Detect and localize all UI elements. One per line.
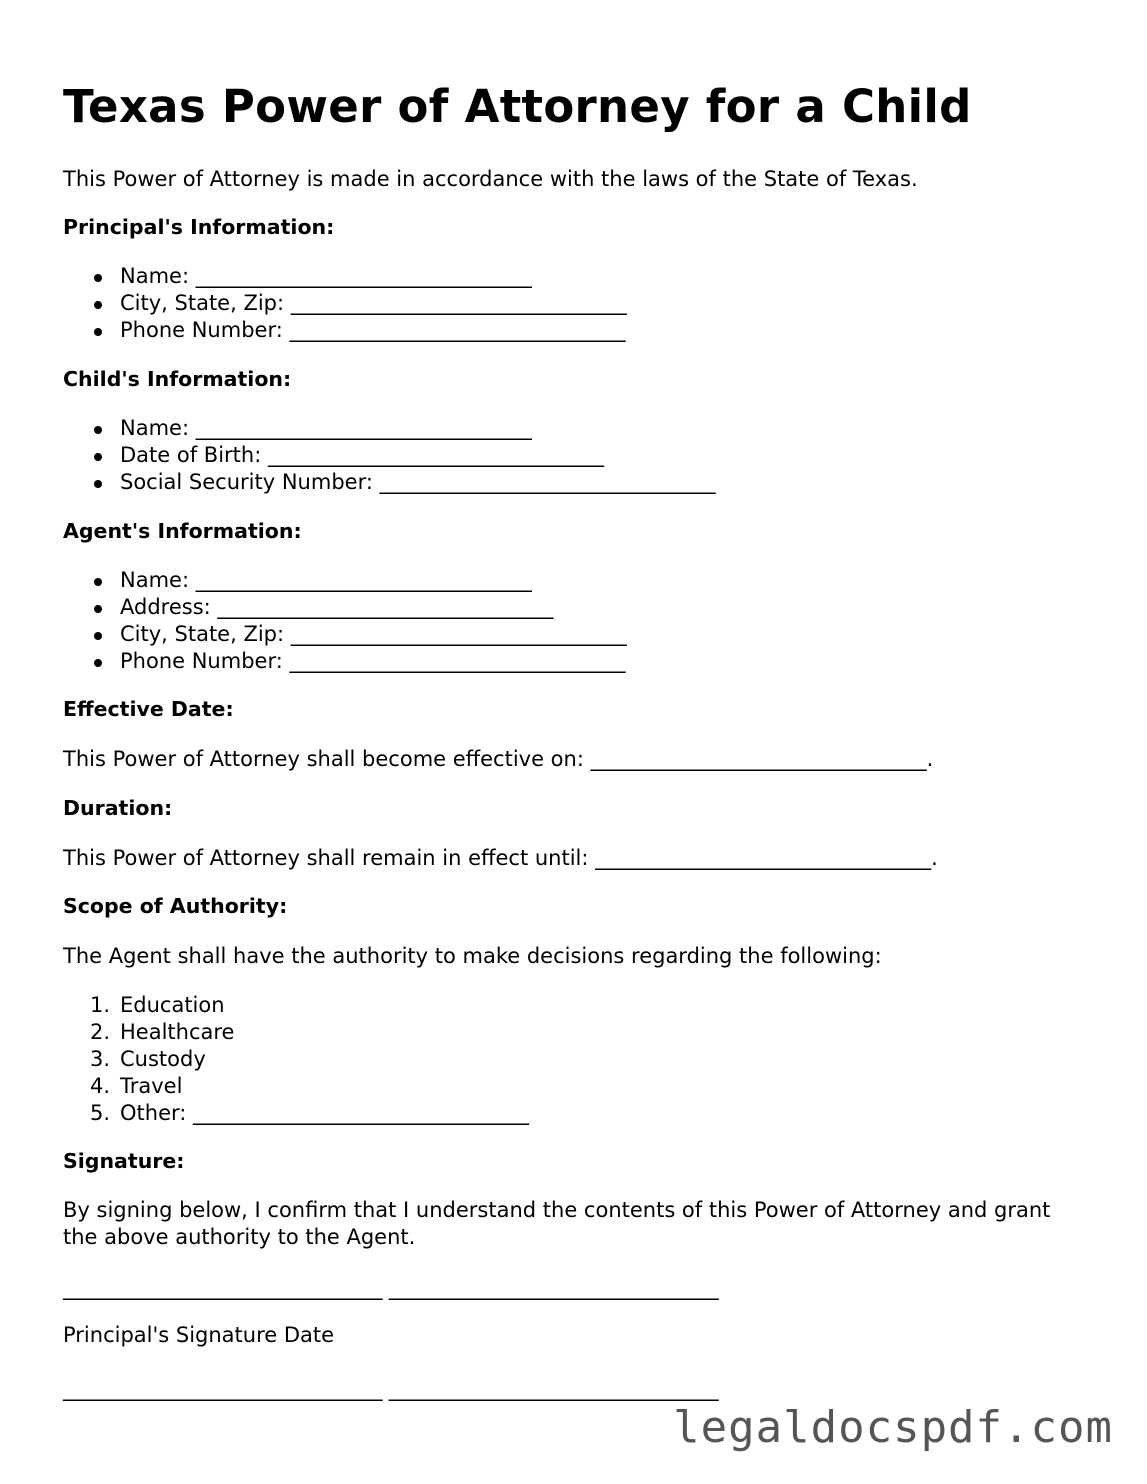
scope-item-travel: 4. Travel bbox=[90, 1074, 183, 1098]
scope-heading: Scope of Authority: bbox=[63, 894, 288, 918]
child-name-field[interactable]: Name: ________________________________ bbox=[63, 415, 716, 442]
duration-text[interactable]: This Power of Attorney shall remain in effect until: ________________________________. bbox=[63, 846, 938, 870]
principal-heading: Principal's Information: bbox=[63, 215, 335, 239]
agent-address-field[interactable]: Address: ________________________________ bbox=[63, 594, 627, 621]
child-heading: Child's Information: bbox=[63, 367, 292, 391]
scope-item-other[interactable]: 5. Other: ________________________________ bbox=[90, 1101, 530, 1125]
agent-city-field[interactable]: City, State, Zip: ________________________________ bbox=[63, 621, 627, 648]
effective-text[interactable]: This Power of Attorney shall become effective on: ________________________________. bbox=[63, 747, 934, 771]
signature-heading: Signature: bbox=[63, 1149, 185, 1173]
agent-heading: Agent's Information: bbox=[63, 519, 302, 543]
signature-text: By signing below, I confirm that I understand the contents of this Power of Attorney and grant the above authority to the Agent. bbox=[63, 1198, 1051, 1249]
scope-item-custody: 3. Custody bbox=[90, 1047, 206, 1071]
scope-item-education: 1. Education bbox=[90, 993, 225, 1017]
principal-name-field[interactable]: Name: ________________________________ bbox=[63, 263, 627, 290]
scope-list bbox=[63, 992, 529, 1127]
child-fields bbox=[63, 415, 716, 496]
watermark-text: legaldocspdf.com bbox=[673, 1402, 1113, 1453]
effective-heading: Effective Date: bbox=[63, 697, 234, 721]
child-dob-field[interactable]: Date of Birth: ________________________________ bbox=[63, 442, 716, 469]
principal-signature-line[interactable]: _______________________________ ________________________________ bbox=[63, 1276, 719, 1300]
principal-signature-label: Principal's Signature Date bbox=[63, 1323, 335, 1347]
principal-city-field[interactable]: City, State, Zip: ________________________________ bbox=[63, 290, 627, 317]
principal-phone-field[interactable]: Phone Number: ________________________________ bbox=[63, 317, 627, 344]
duration-heading: Duration: bbox=[63, 796, 173, 820]
child-ssn-field[interactable]: Social Security Number: ________________________________ bbox=[63, 469, 716, 496]
agent-name-field[interactable]: Name: ________________________________ bbox=[63, 567, 627, 594]
second-signature-line[interactable]: _______________________________ ________________________________ bbox=[63, 1377, 719, 1401]
intro-text: This Power of Attorney is made in accordance with the laws of the State of Texas. bbox=[63, 167, 918, 191]
principal-fields bbox=[63, 263, 627, 344]
agent-fields bbox=[63, 567, 627, 675]
agent-phone-field[interactable]: Phone Number: ________________________________ bbox=[63, 648, 627, 675]
scope-text: The Agent shall have the authority to make decisions regarding the following: bbox=[63, 944, 882, 968]
scope-item-healthcare: 2. Healthcare bbox=[90, 1020, 235, 1044]
document-title: Texas Power of Attorney for a Child bbox=[63, 80, 972, 133]
